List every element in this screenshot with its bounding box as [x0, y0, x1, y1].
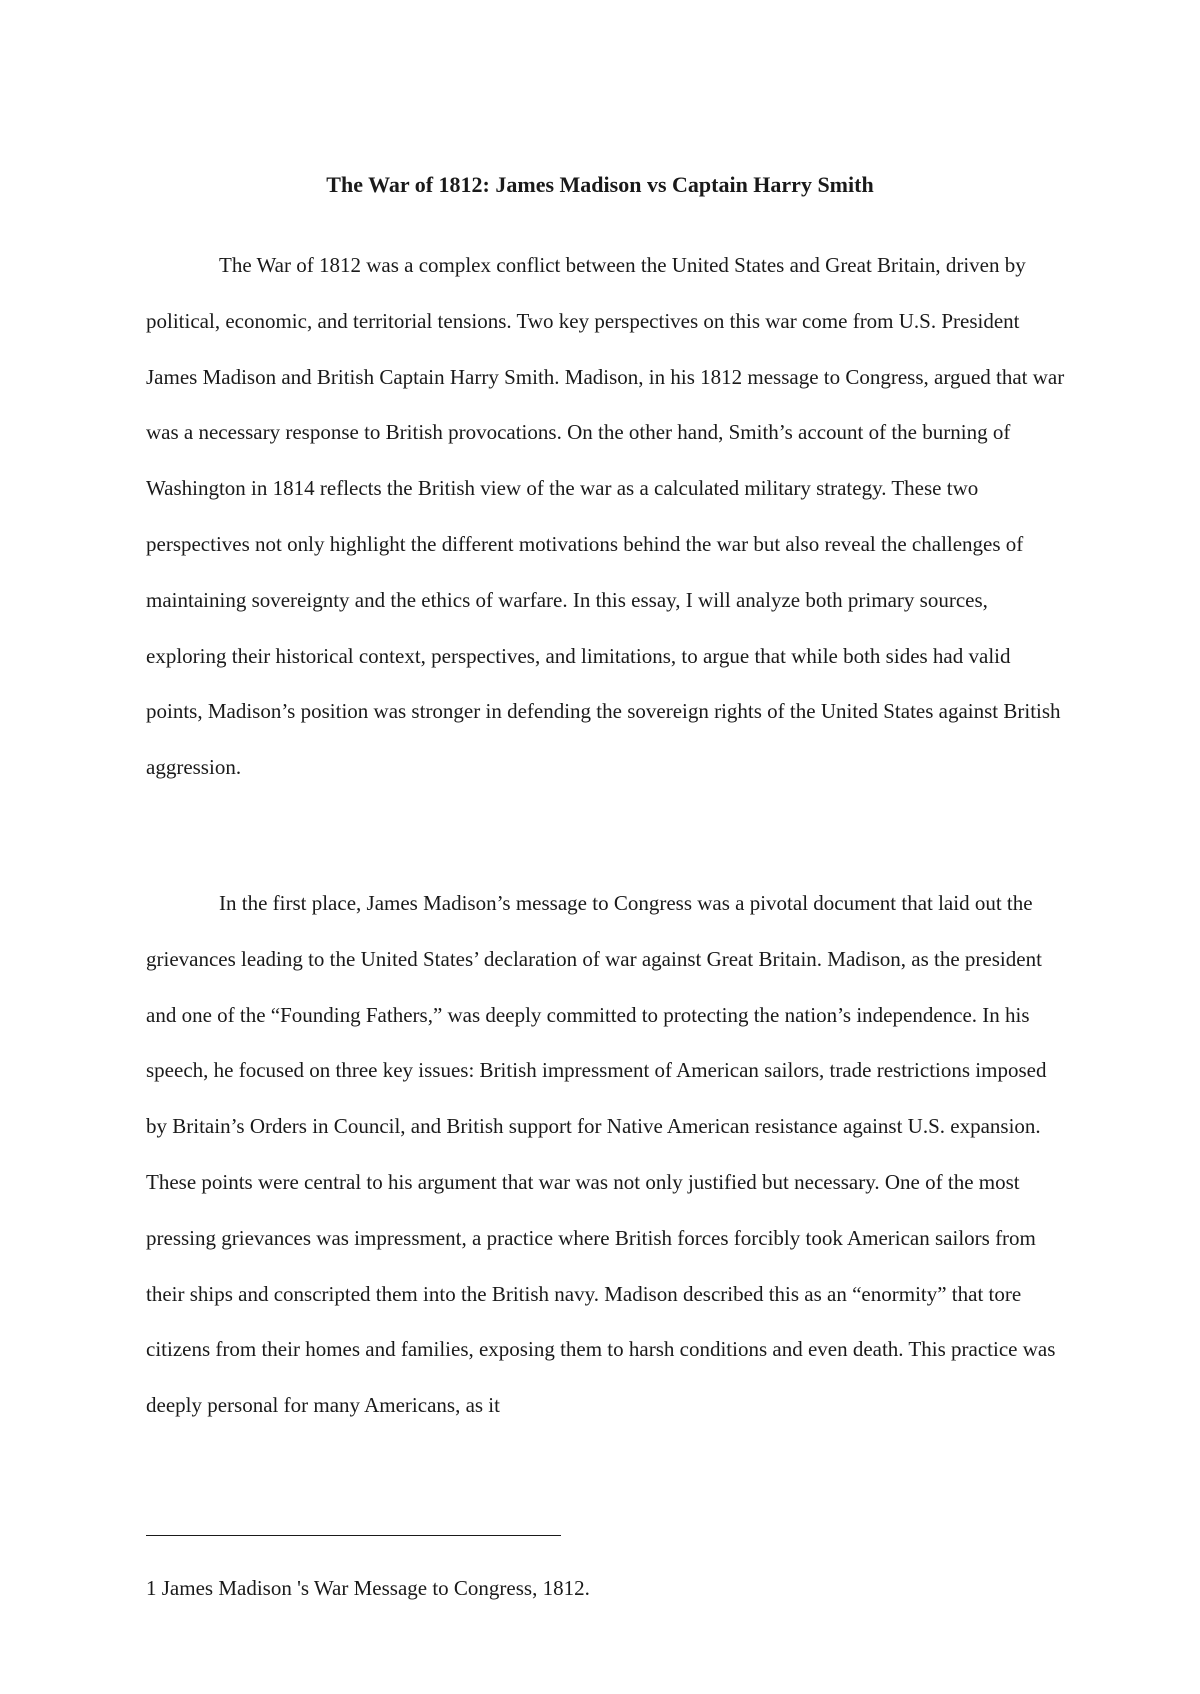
- footnote-separator: [146, 1535, 561, 1536]
- body-paragraph-2: In the first place, James Madison’s message to Congress was a pivotal document that laid out the grievances leading to the United States’ declaration of war against Great Britain. Madison, as the president and one of the “Founding Fathers,” was deeply committed to protecting the nation’s independence. In his speech, he focused on three key issues: British impressment of American sailors, trade restrictions imposed by Britain’s Orders in Council, and British support for Native American resistance against U.S. expansion. These points were central to his argument that war was not only justified but necessary. One of the most pressing grievances was impressment, a practice where British forces forcibly took American sailors from their ships and conscripted them into the British navy. Madison described this as an “enormity” that tore citizens from their homes and families, exposing them to harsh conditions and even death. This practice was deeply personal for many Americans, as it: [146, 891, 1056, 1418]
- body-paragraph-1: The War of 1812 was a complex conflict between the United States and Great Britain, driven by political, economic, and territorial tensions. Two key perspectives on this war come from U.S. President James Madison and British Captain Harry Smith. Madison, in his 1812 message to Congress, argued that war was a necessary response to British provocations. On the other hand, Smith’s account of the burning of Washington in 1814 reflects the British view of the war as a calculated military strategy. These two perspectives not only highlight the different motivations behind the war but also reveal the challenges of maintaining sovereignty and the ethics of warfare. In this essay, I will analyze both primary sources, exploring their historical context, perspectives, and limitations, to argue that while both sides had valid points, Madison’s position was stronger in defending the sovereign rights of the United States against British aggression.: [146, 253, 1065, 780]
- footnote: 1 James Madison 's War Message to Congress, 1812.: [146, 1576, 590, 1600]
- document-title: The War of 1812: James Madison vs Captain Harry Smith: [326, 172, 874, 197]
